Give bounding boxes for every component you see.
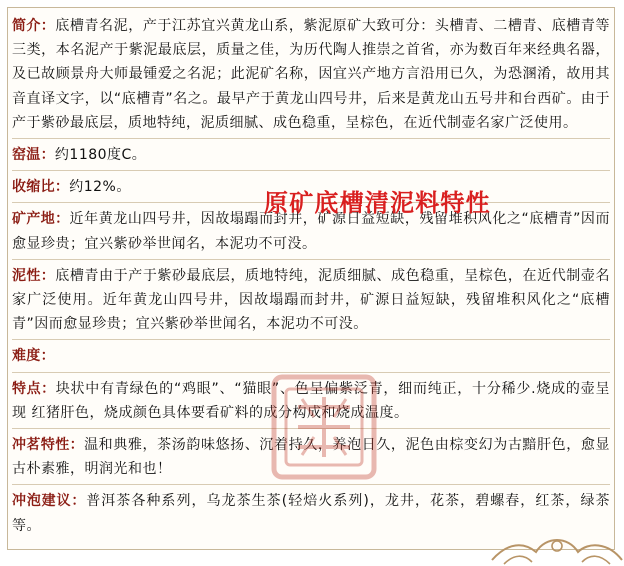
difficulty-label: 难度：: [12, 348, 55, 365]
suggestion-text: 普洱茶各种系列，乌龙茶生茶(轻焙火系列)，龙井，花茶，碧螺春，红茶，绿茶等。: [12, 493, 611, 534]
intro-paragraph: [12, 14, 610, 135]
divider: [12, 138, 610, 139]
feature-label: 特点：: [12, 380, 56, 397]
cloud-ornament-icon: [490, 528, 624, 566]
clay-nature-label: 泥性：: [12, 267, 56, 284]
shrink-label: 收缩比：: [12, 179, 70, 196]
kiln-temp-line: [12, 143, 610, 167]
clay-title: 原矿底槽清泥料特性: [264, 189, 491, 217]
shrink-value: 约12%。: [69, 179, 131, 196]
seal-stamp-icon: [270, 373, 378, 481]
divider: [12, 484, 610, 485]
intro-text: 底槽青名泥，产于江苏宜兴黄龙山系，紫泥原矿大致可分：头槽青、二槽青、底槽青等三类，本名泥产于紫泥最底层，质量之佳，为历代陶人推崇之首省，亦为数百年来经典名器，及已故顾景舟大师最锺爱之名泥；此泥矿名称，因宜兴产地方言沿用已久，为恐溷淆，故用其音直译文字，以“底槽青”名之。最早产于黄龙山四号井，后来是黄龙山五号井和台西矿。由于产于紫砂最底层，质地特纯，泥质细腻、成色稳重，呈棕色，在近代制壶名家广泛使用。: [12, 18, 611, 131]
feature-text: 块状中有青绿色的“鸡眼”、“猫眼”、色呈偏紫泛青，细而纯正，十分稀少.烧成的壶呈现 红猪肝色，烧成颜色具体要看矿料的成分构成和烧成温度。: [12, 380, 610, 421]
divider: [12, 259, 610, 260]
divider: [12, 170, 610, 171]
kiln-temp-value: 约1180度C。: [54, 147, 147, 164]
suggestion-label: 冲泡建议：: [12, 493, 87, 510]
brew-text: 温和典雅，茶汤韵味悠扬、沉着持久，养泡日久，泥色由棕变幻为古黯肝色，愈显古朴素雅，明润光和也！: [12, 437, 610, 478]
clay-nature-paragraph: [12, 264, 610, 337]
kiln-temp-label: 窑温：: [12, 147, 55, 164]
mine-label: 矿产地：: [12, 211, 70, 228]
intro-label: 简介：: [12, 18, 56, 34]
difficulty-line: [12, 344, 610, 368]
clay-nature-text: 底槽青由于产于紫砂最底层，质地特纯，泥质细腻、成色稳重，呈棕色，在近代制壶名家广泛使用。近年黄龙山四号井，因故塌蹋而封井，矿源日益短缺，残留堆积风化之“底槽青”因而愈显珍贵；宜兴紫砂举世闻名，本泥功不可没。: [12, 267, 611, 333]
divider: [12, 339, 610, 340]
brew-label: 冲茗特性：: [12, 437, 85, 454]
mine-text: 近年黄龙山四号井，因故塌蹋而封井，矿源日益短缺，残留堆积风化之“底槽青”因而愈显珍贵；宜兴紫砂举世闻名，本泥功不可没。: [12, 211, 610, 252]
